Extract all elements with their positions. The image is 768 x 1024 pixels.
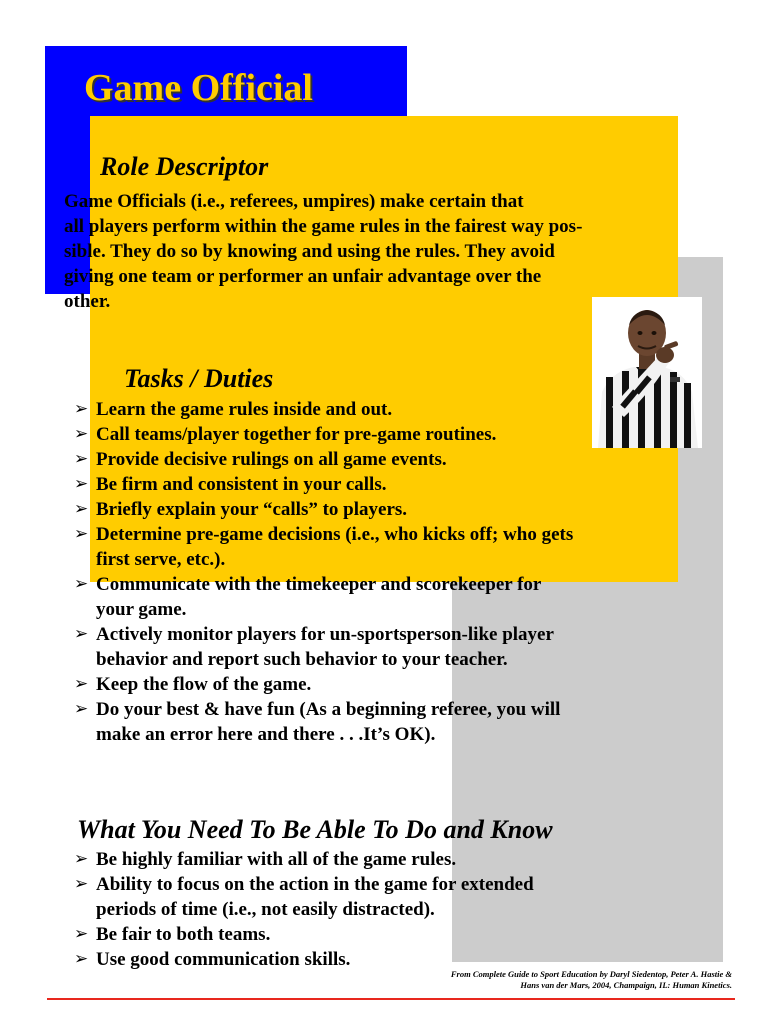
bullet-arrow-icon: ➢	[74, 474, 89, 494]
list-item	[74, 697, 734, 747]
list-item-text: Call teams/player together for pre-game routines.	[96, 424, 497, 445]
bullet-arrow-icon: ➢	[74, 849, 89, 869]
bullet-arrow-icon: ➢	[74, 874, 89, 894]
list-item-text: Be highly familiar with all of the game rules.	[96, 849, 457, 870]
need-to-know-list	[74, 847, 734, 972]
list-item	[74, 672, 734, 697]
list-item-text: Provide decisive rulings on all game events.	[96, 449, 447, 470]
list-item-text: Be fair to both teams.	[96, 924, 271, 945]
bullet-arrow-icon: ➢	[74, 924, 89, 944]
role-descriptor-text: Game Officials (i.e., referees, umpires) make certain that all players perform within the game rules in the fairest way pos- sible. They do so by knowing and using the rules. They avoid giving one team or performer an unfair advantage over the other.	[64, 191, 583, 312]
list-item	[74, 922, 734, 947]
source-citation: From Complete Guide to Sport Education by Daryl Siedentop, Peter A. Hastie & Hans van der Mars, 2004, Champaign, IL: Human Kinetics.	[450, 969, 732, 990]
bullet-arrow-icon: ➢	[74, 524, 89, 544]
list-item-text: Briefly explain your “calls” to players.	[96, 499, 408, 520]
footer-divider	[47, 998, 735, 1000]
bullet-arrow-icon: ➢	[74, 424, 89, 444]
list-item	[74, 447, 734, 472]
list-item	[74, 422, 734, 447]
tasks-duties-heading: Tasks / Duties	[124, 364, 274, 393]
bullet-arrow-icon: ➢	[74, 624, 89, 644]
list-item	[74, 847, 734, 872]
role-descriptor-heading: Role Descriptor	[100, 152, 269, 181]
list-item	[74, 572, 734, 622]
list-item	[74, 472, 734, 497]
list-item-text: Do your best & have fun (As a beginning referee, you will make an error here and there . . .It’s OK).	[96, 699, 561, 745]
list-item	[74, 497, 734, 522]
list-item	[74, 522, 734, 572]
list-item-text: Communicate with the timekeeper and scorekeeper for your game.	[96, 574, 542, 620]
list-item	[74, 872, 734, 922]
list-item	[74, 622, 734, 672]
bullet-arrow-icon: ➢	[74, 699, 89, 719]
list-item	[74, 397, 734, 422]
list-item-text: Ability to focus on the action in the game for extended periods of time (i.e., not easily distracted).	[96, 874, 534, 920]
list-item-text: Keep the flow of the game.	[96, 674, 312, 695]
bullet-arrow-icon: ➢	[74, 399, 89, 419]
list-item-text: Use good communication skills.	[96, 949, 351, 970]
list-item-text: Actively monitor players for un-sportsperson-like player behavior and report such behavior to your teacher.	[96, 624, 554, 670]
bullet-arrow-icon: ➢	[74, 574, 89, 594]
need-to-know-heading: What You Need To Be Able To Do and Know	[77, 815, 553, 844]
bullet-arrow-icon: ➢	[74, 674, 89, 694]
bullet-arrow-icon: ➢	[74, 499, 89, 519]
list-item-text: Determine pre-game decisions (i.e., who kicks off; who gets first serve, etc.).	[96, 524, 574, 570]
page-title: Game Official	[84, 67, 313, 109]
tasks-list	[74, 397, 734, 747]
bullet-arrow-icon: ➢	[74, 449, 89, 469]
list-item-text: Learn the game rules inside and out.	[96, 399, 393, 420]
bullet-arrow-icon: ➢	[74, 949, 89, 969]
list-item-text: Be firm and consistent in your calls.	[96, 474, 387, 495]
